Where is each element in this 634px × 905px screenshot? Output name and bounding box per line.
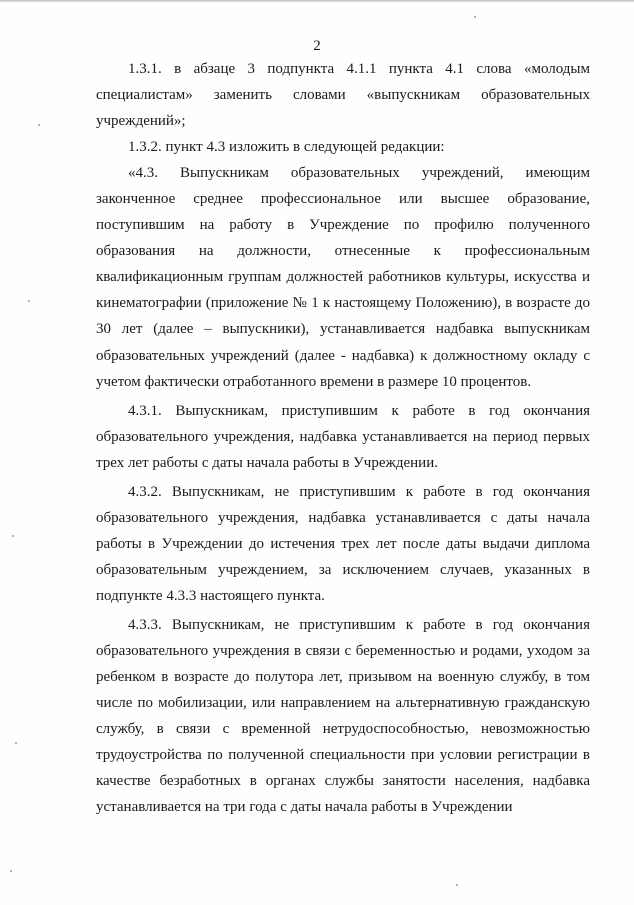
scan-top-edge: [0, 0, 634, 3]
scan-speck: [38, 124, 40, 126]
paragraph-4-3-2: 4.3.2. Выпускникам, не приступившим к работе в год окончания образовательного учреждения, надбавка устанавливается с даты начала работы в Учреждении до истечения трех лет после даты выдачи диплома образовательным учреждением, за исключением случаев, указанных в подпункте 4.3.3 настоящего пункта.: [96, 483, 590, 604]
page-number: 2: [313, 38, 321, 54]
scan-speck: [10, 870, 12, 872]
paragraph-1-3-2: 1.3.2. пункт 4.3 изложить в следующей редакции:: [128, 139, 445, 156]
scan-speck: [456, 884, 458, 886]
scan-speck: [28, 300, 30, 302]
document-body: [96, 56, 590, 820]
paragraph-1-3-1: 1.3.1. в абзаце 3 подпункта 4.1.1 пункта 4.1 слова «молодым специалистам» заменить словами «выпускникам образовательных учреждений»;: [96, 61, 590, 130]
paragraph-4-3-3: 4.3.3. Выпускникам, не приступившим к работе в год окончания образовательного учреждения в связи с беременностью и родами, уходом за ребенком в возрасте до полутора лет, призывом на военную службу, в том числе по мобилизации, или направлением на альтернативную гражданскую службу, в связи с временной нетрудоспособностью, невозможностью трудоустройства по полученной специальности при условии регистрации в качестве безработных в органах службы занятости населения, надбавка устанавливается на три года с даты начала работы в Учреждении: [96, 616, 590, 816]
paragraph-4-3: «4.3. Выпускникам образовательных учреждений, имеющим законченное среднее профессиональное или высшее образование, поступившим на работу в Учреждение по профилю полученного образования на должности, отнесенные к профессиональным квалификационным группам должностей работников культуры, искусства и кинематографии (приложение № 1 к настоящему Положению), в возрасте до 30 лет (далее – выпускники), устанавливается надбавка выпускникам образовательных учреждений (далее - надбавка) к должностному окладу с учетом фактически отработанного времени в размере 10 процентов.: [96, 165, 590, 390]
scan-speck: [474, 16, 476, 18]
scan-speck: [15, 742, 17, 744]
paragraph-4-3-1: 4.3.1. Выпускникам, приступившим к работе в год окончания образовательного учреждения, надбавка устанавливается на период первых трех лет работы с даты начала работы в Учреждении.: [96, 402, 590, 471]
scan-speck: [12, 535, 14, 537]
